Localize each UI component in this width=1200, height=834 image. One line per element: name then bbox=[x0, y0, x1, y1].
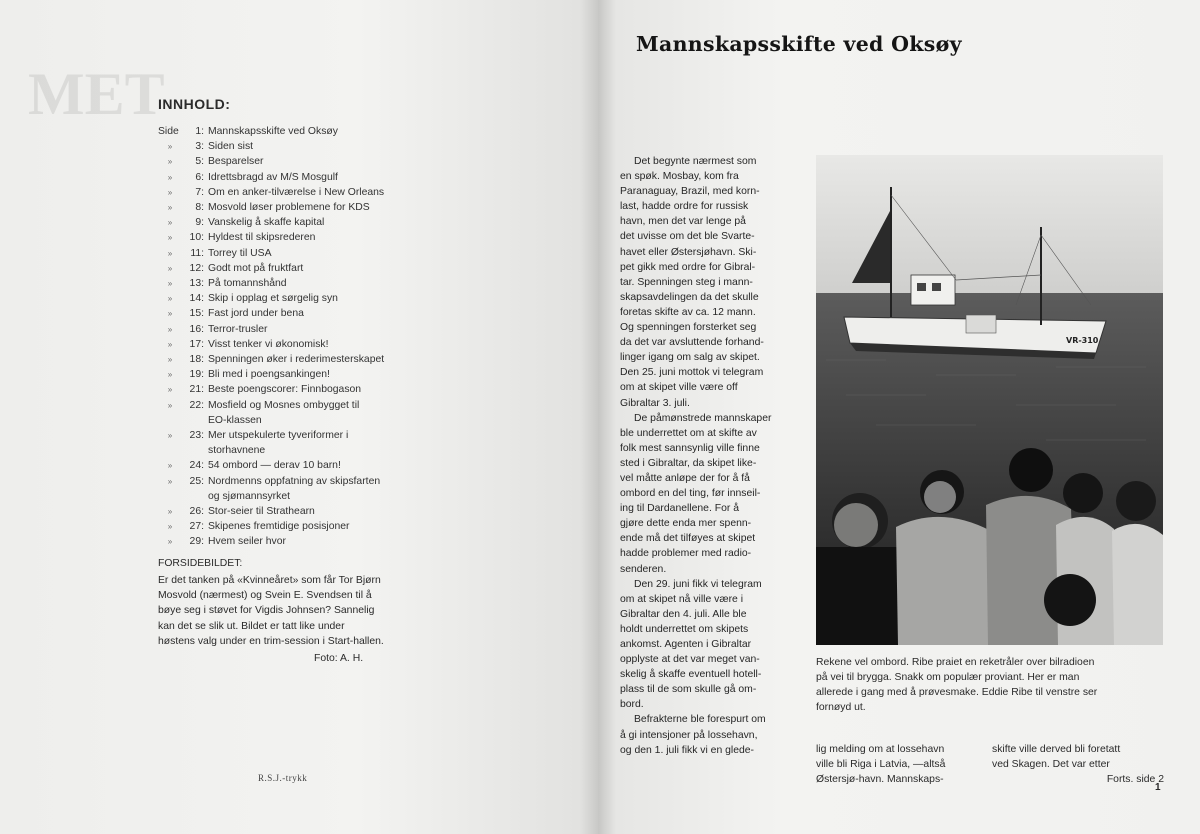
toc-row bbox=[158, 230, 458, 245]
photo-caption bbox=[816, 655, 1163, 715]
cover-line: Er det tanken på «Kvinneåret» som får Tor Bjørn bbox=[158, 575, 381, 586]
toc-entry-title: Hvem seiler hvor bbox=[208, 536, 286, 548]
toc-page-number: 8: bbox=[195, 202, 204, 214]
toc-row bbox=[158, 154, 458, 169]
toc-entry-title: Godt mot på fruktfart bbox=[208, 262, 304, 274]
article-column-1 bbox=[620, 154, 798, 758]
toc-page-number: 15: bbox=[189, 308, 204, 320]
text-line: skifte ville derved bli foretatt bbox=[992, 744, 1121, 755]
toc-entry-title: Nordmenns oppfatning av skipsfarten bbox=[208, 475, 381, 487]
article-column-3 bbox=[992, 742, 1164, 787]
toc-page-number: 14: bbox=[189, 293, 204, 305]
toc-page-number: 3: bbox=[195, 141, 204, 153]
toc-ditto-mark: » bbox=[167, 370, 173, 380]
left-page bbox=[0, 0, 598, 834]
toc-page-number: 26: bbox=[189, 506, 204, 518]
toc-ditto-mark: » bbox=[167, 537, 173, 547]
toc-page-number: 7: bbox=[195, 186, 204, 198]
toc-entry-title: Mosvold løser problemene for KDS bbox=[208, 202, 370, 214]
cover-line: Mosvold (nærmest) og Svein E. Svendsen til å bbox=[158, 590, 372, 602]
show-through-ghost: MET bbox=[28, 61, 165, 127]
toc-ditto-mark: » bbox=[167, 339, 173, 349]
text-line: og den 1. juli fikk vi en glede- bbox=[620, 744, 755, 756]
toc-row bbox=[158, 367, 458, 382]
toc-heading: INNHOLD: bbox=[158, 96, 231, 112]
text-line: opplyste at det var meget van- bbox=[620, 654, 760, 666]
text-line: sted i Gibraltar, da skipet like- bbox=[620, 457, 757, 469]
toc-page-number: 12: bbox=[189, 262, 204, 274]
text-line: om at skipet nå ville være i bbox=[620, 593, 744, 605]
text-line: pet gikk med ordre for Gibral- bbox=[620, 261, 756, 273]
cover-description bbox=[158, 573, 418, 649]
text-line: De påmønstrede mannskaper bbox=[634, 412, 772, 424]
text-line: skapsavdelingen da det skulle bbox=[620, 291, 759, 303]
text-line: Gibraltar den 4. juli. Alle ble bbox=[620, 608, 747, 620]
toc-page-number: 16: bbox=[189, 323, 204, 335]
toc-page-number: 6: bbox=[195, 171, 204, 183]
toc-entry-title: Visst tenker vi økonomisk! bbox=[208, 338, 329, 350]
text-line: Paranaguay, Brazil, med korn- bbox=[620, 186, 760, 198]
cover-line: kan det se slik ut. Bildet er tatt like under bbox=[158, 620, 345, 632]
toc-page-number: 19: bbox=[189, 369, 204, 381]
text-line: ankomst. Agenten i Gibraltar bbox=[620, 639, 752, 650]
text-line: foretas skifte av ca. 12 mann. bbox=[620, 306, 756, 318]
text-line: lig melding om at lossehavn bbox=[816, 744, 945, 755]
toc-row bbox=[158, 428, 458, 443]
toc-entry-title: På tomannshånd bbox=[208, 278, 287, 290]
vessel-marking: VR-310 bbox=[1066, 336, 1099, 345]
toc-ditto-mark: » bbox=[167, 218, 173, 228]
toc-entry-title: Terror-trusler bbox=[208, 323, 268, 335]
text-line: å gi intensjoner på lossehavn, bbox=[620, 729, 758, 741]
printer-imprint: R.S.J.-trykk bbox=[258, 773, 308, 783]
toc-entry-title: Torrey til USA bbox=[208, 247, 272, 259]
toc-ditto-mark: » bbox=[167, 522, 173, 532]
text-line: ville bli Riga i Latvia, —altså bbox=[816, 759, 946, 771]
toc-ditto-mark: » bbox=[167, 172, 173, 182]
article-photo bbox=[816, 155, 1163, 645]
table-of-contents bbox=[158, 124, 458, 550]
text-line: Det begynte nærmest som bbox=[634, 156, 757, 167]
toc-page-number: 24: bbox=[189, 460, 204, 472]
toc-page-number: 18: bbox=[189, 354, 204, 366]
toc-entry-continuation: EO-klassen bbox=[208, 414, 262, 426]
toc-entry-title: Fast jord under bena bbox=[208, 308, 304, 320]
text-line: hadde problemer med radio- bbox=[620, 548, 752, 560]
toc-page-number: 22: bbox=[189, 399, 204, 411]
toc-entry-title: 54 ombord — derav 10 barn! bbox=[208, 460, 341, 472]
continued-note: Forts. side 2 bbox=[1106, 774, 1164, 786]
toc-row bbox=[158, 170, 458, 185]
text-line: tar. Spenningen steg i mann- bbox=[620, 276, 753, 288]
text-line: havet eller Østersjøhavn. Ski- bbox=[620, 246, 757, 258]
toc-ditto-mark: » bbox=[167, 157, 173, 167]
toc-ditto-mark: » bbox=[167, 263, 173, 273]
toc-entry-title: Beste poengscorer: Finnbogason bbox=[208, 384, 362, 396]
toc-page-number: 9: bbox=[195, 217, 204, 229]
text-line: holdt underrettet om skipets bbox=[620, 623, 749, 635]
toc-ditto-mark: » bbox=[167, 294, 173, 304]
text-line: Den 25. juni mottok vi telegram bbox=[620, 367, 764, 379]
toc-entry-continuation: og sjømannsyrket bbox=[208, 490, 290, 502]
article-title: Mannskapsskifte ved Oksøy bbox=[636, 32, 962, 56]
text-line: senderen. bbox=[620, 563, 667, 575]
toc-page-number: 29: bbox=[189, 536, 204, 548]
text-line: ende må det tilføyes at skipet bbox=[620, 533, 756, 545]
caption-line: allerede i gang med å prøvesmake. Eddie Ribe til venstre ser bbox=[816, 687, 1098, 699]
toc-ditto-mark: » bbox=[167, 233, 173, 243]
toc-row bbox=[158, 291, 458, 306]
toc-entry-title: Besparelser bbox=[208, 156, 264, 168]
toc-ditto-mark: » bbox=[167, 279, 173, 289]
text-line: plass til de som skulle gå om- bbox=[620, 684, 757, 696]
cover-line: bøye seg i støvet for Vigdis Johnsen? Sannelig bbox=[158, 605, 375, 617]
toc-row bbox=[158, 185, 458, 200]
toc-entry-title: Spenningen øker i rederimesterskapet bbox=[208, 354, 385, 366]
text-line: gjøre dette enda mer spenn- bbox=[620, 518, 752, 530]
toc-row bbox=[158, 276, 458, 291]
toc-row bbox=[158, 382, 458, 397]
toc-ditto-mark: » bbox=[167, 187, 173, 197]
caption-line: fornøyd ut. bbox=[816, 702, 866, 714]
toc-entry-title: Siden sist bbox=[208, 141, 254, 153]
toc-row bbox=[158, 261, 458, 276]
toc-page-number: 25: bbox=[189, 475, 204, 487]
toc-row bbox=[158, 124, 458, 139]
toc-row bbox=[158, 306, 458, 321]
text-line: om at skipet ville være off bbox=[620, 382, 738, 394]
toc-entry-title: Skipenes fremtidige posisjoner bbox=[208, 521, 350, 533]
text-line: ing til Dardanellene. For å bbox=[620, 503, 739, 515]
cover-line: høstens valg under en trim-session i Start-hallen. bbox=[158, 635, 384, 647]
toc-page-number: 10: bbox=[189, 232, 204, 244]
toc-ditto-mark: » bbox=[167, 400, 173, 410]
text-line: det uvisse om det ble Svarte- bbox=[620, 231, 755, 243]
toc-row bbox=[158, 398, 458, 413]
toc-ditto-mark: » bbox=[167, 461, 173, 471]
toc-entry-title: Mosfield og Mosnes ombygget til bbox=[208, 399, 360, 411]
toc-entry-title: Hyldest til skipsrederen bbox=[208, 232, 316, 244]
toc-row bbox=[158, 246, 458, 261]
toc-ditto-mark: » bbox=[167, 203, 173, 213]
text-line: Østersjø-havn. Mannskaps- bbox=[816, 774, 944, 786]
toc-ditto-mark: » bbox=[167, 324, 173, 334]
text-line: ble underrettet om at skifte av bbox=[620, 427, 757, 439]
toc-entry-title: Idrettsbragd av M/S Mosgulf bbox=[208, 171, 338, 183]
toc-entry-title: Vanskelig å skaffe kapital bbox=[208, 217, 325, 229]
text-line: Befrakterne ble forespurt om bbox=[634, 714, 766, 726]
text-line: skelig å skaffe eventuell hotell- bbox=[620, 669, 762, 681]
text-line: havn, men det var lenge på bbox=[620, 216, 746, 228]
toc-ditto-mark: » bbox=[167, 385, 173, 395]
toc-row bbox=[158, 337, 458, 352]
text-line: Gibraltar 3. juli. bbox=[620, 397, 690, 409]
text-line: folk mest sannsynlig ville finne bbox=[620, 442, 760, 454]
toc-row bbox=[158, 200, 458, 215]
toc-page-number: 21: bbox=[189, 384, 204, 396]
toc-page-number: 23: bbox=[189, 430, 204, 442]
caption-line: Rekene vel ombord. Ribe praiet en reketråler over bilradioen bbox=[816, 657, 1095, 668]
toc-ditto-mark: » bbox=[167, 142, 173, 152]
toc-entry-title: Stor-seier til Strathearn bbox=[208, 506, 315, 518]
toc-page-number: 17: bbox=[189, 338, 204, 350]
text-line: linger igang om salg av skipet. bbox=[620, 352, 760, 364]
toc-ditto-mark: » bbox=[167, 476, 173, 486]
toc-row bbox=[158, 458, 458, 473]
toc-row bbox=[158, 215, 458, 230]
text-line: ved Skagen. Det var etter bbox=[992, 759, 1110, 771]
text-line: last, hadde ordre for russisk bbox=[620, 201, 749, 213]
text-line: en spøk. Mosbay, kom fra bbox=[620, 171, 739, 183]
caption-line: på vei til brygga. Snakk om populær proviant. Her er man bbox=[816, 672, 1080, 684]
toc-ditto-mark: » bbox=[167, 507, 173, 517]
toc-row bbox=[158, 139, 458, 154]
text-line: Den 29. juni fikk vi telegram bbox=[634, 578, 762, 590]
toc-row bbox=[158, 504, 458, 519]
toc-ditto-mark: » bbox=[167, 309, 173, 319]
cover-heading: FORSIDEBILDET: bbox=[158, 558, 243, 569]
toc-entry-title: Om en anker-tilværelse i New Orleans bbox=[208, 186, 385, 198]
text-line: Og spenningen forsterket seg bbox=[620, 322, 757, 334]
toc-page-number: 27: bbox=[189, 521, 204, 533]
page-number: 1 bbox=[1155, 782, 1161, 793]
toc-ditto-mark: » bbox=[167, 248, 173, 258]
toc-row bbox=[158, 534, 458, 549]
toc-page-number: 1: bbox=[195, 126, 204, 137]
toc-entry-title: Mannskapsskifte ved Oksøy bbox=[208, 126, 338, 137]
toc-ditto-mark: » bbox=[167, 431, 173, 441]
toc-page-number: 11: bbox=[190, 247, 204, 259]
toc-entry-continuation: storhavnene bbox=[208, 445, 266, 457]
toc-row bbox=[158, 519, 458, 534]
photo-credit: Foto: A. H. bbox=[314, 653, 364, 664]
text-line: da det var avsluttende forhand- bbox=[620, 337, 764, 349]
toc-ditto-mark: » bbox=[167, 355, 173, 365]
toc-row bbox=[158, 352, 458, 367]
text-line: ombord en del ting, før innseil- bbox=[620, 488, 761, 500]
text-line: vel måtte anløpe der for å få bbox=[620, 472, 750, 484]
toc-side-label: Side bbox=[158, 126, 179, 137]
toc-row bbox=[158, 474, 458, 489]
toc-entry-title: Skip i opplag et sørgelig syn bbox=[208, 293, 338, 305]
toc-entry-title: Bli med i poengsankingen! bbox=[208, 369, 330, 381]
toc-page-number: 13: bbox=[189, 278, 204, 290]
article-column-2 bbox=[816, 742, 984, 787]
toc-entry-title: Mer utspekulerte tyveriformer i bbox=[208, 430, 349, 442]
toc-row bbox=[158, 322, 458, 337]
text-line: bord. bbox=[620, 699, 644, 711]
toc-page-number: 5: bbox=[195, 156, 204, 168]
